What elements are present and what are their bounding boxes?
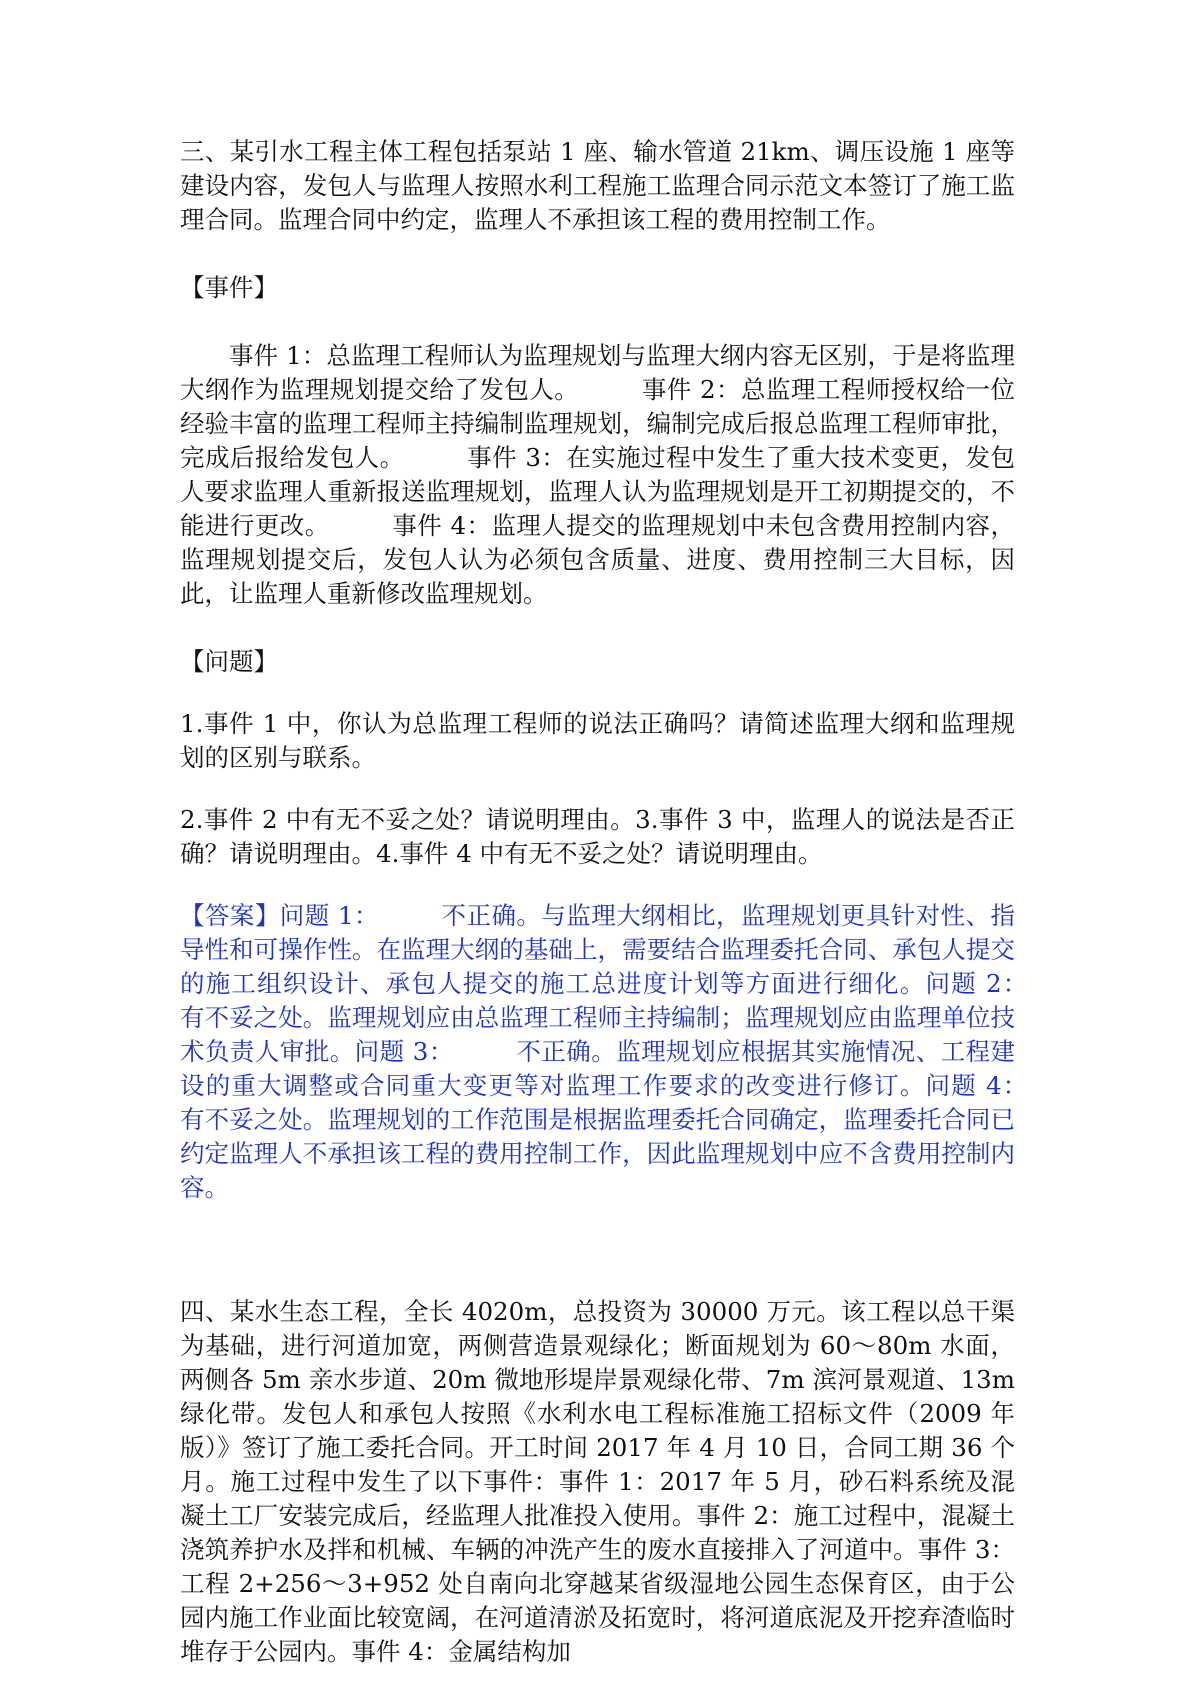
- q3-question-2-4: 2.事件 2 中有无不妥之处？请说明理由。3.事件 3 中，监理人的说法是否正确？请说明理由。4.事件 4 中有无不妥之处？请说明理由。: [180, 805, 1015, 868]
- document-page: [180, 135, 1089, 1669]
- q3-events-heading: 【事件】: [180, 273, 278, 302]
- q3-events: 事件 1：总监理工程师认为监理规划与监理大纲内容无区别，于是将监理大纲作为监理规划提交给了发包人。 事件 2：总监理工程师授权给一位经验丰富的监理工程师主持编制监理规划，编制完成后报总监理工程师审批，完成后报给发包人。 事件 3：在实施过程中发生了重大技术变更，发包人要求监理人重新报送监理规划，监理人认为监理规划是开工初期提交的，不能进行更改。 事件 4：监理人提交的监理规划中未包含费用控制内容，监理规划提交后，发包人认为必须包含质量、进度、费用控制三大目标，因此，让监理人重新修改监理规划。: [180, 341, 1015, 608]
- q3-intro: 三、某引水工程主体工程包括泵站 1 座、输水管道 21km、调压设施 1 座等建设内容，发包人与监理人按照水利工程施工监理合同示范文本签订了施工监理合同。监理合同中约定，监理人不承担该工程的费用控制工作。: [180, 137, 1015, 234]
- q3-questions-heading: 【问题】: [180, 647, 278, 676]
- q4-intro: 四、某水生态工程，全长 4020m，总投资为 30000 万元。该工程以总干渠为基础，进行河道加宽，两侧营造景观绿化；断面规划为 60～80m 水面，两侧各 5m 亲水步道、20m 微地形堤岸景观绿化带、7m 滨河景观道、13m 绿化带。发包人和承包人按照《水利水电工程标准施工招标文件（2009 年版）》签订了施工委托合同。开工时间 2017 年 4 月 10 日，合同工期 36 个月。施工过程中发生了以下事件：事件 1：2017 年 5 月，砂石料系统及混凝土工厂安装完成后，经监理人批准投入使用。事件 2：施工过程中，混凝土浇筑养护水及拌和机械、车辆的冲洗产生的废水直接排入了河道中。事件 3：工程 2+256～3+952 处自南向北穿越某省级湿地公园生态保育区，由于公园内施工作业面比较宽阔，在河道清淤及拓宽时，将河道底泥及开挖弃渣临时堆存于公园内。事件 4：金属结构加: [180, 1297, 1015, 1666]
- q3-question-1: 1.事件 1 中，你认为总监理工程师的说法正确吗？请简述监理大纲和监理规划的区别与联系。: [180, 709, 1015, 772]
- q3-answer: 【答案】问题 1： 不正确。与监理大纲相比，监理规划更具针对性、指导性和可操作性。在监理大纲的基础上，需要结合监理委托合同、承包人提交的施工组织设计、承包人提交的施工总进度计划等方面进行细化。问题 2： 有不妥之处。监理规划应由总监理工程师主持编制；监理规划应由监理单位技术负责人审批。问题 3： 不正确。监理规划应根据其实施情况、工程建设的重大调整或合同重大变更等对监理工作要求的改变进行修订。问题 4： 有不妥之处。监理规划的工作范围是根据监理委托合同确定，监理委托合同已约定监理人不承担该工程的费用控制工作，因此监理规划中应不含费用控制内容。: [180, 901, 1089, 1202]
